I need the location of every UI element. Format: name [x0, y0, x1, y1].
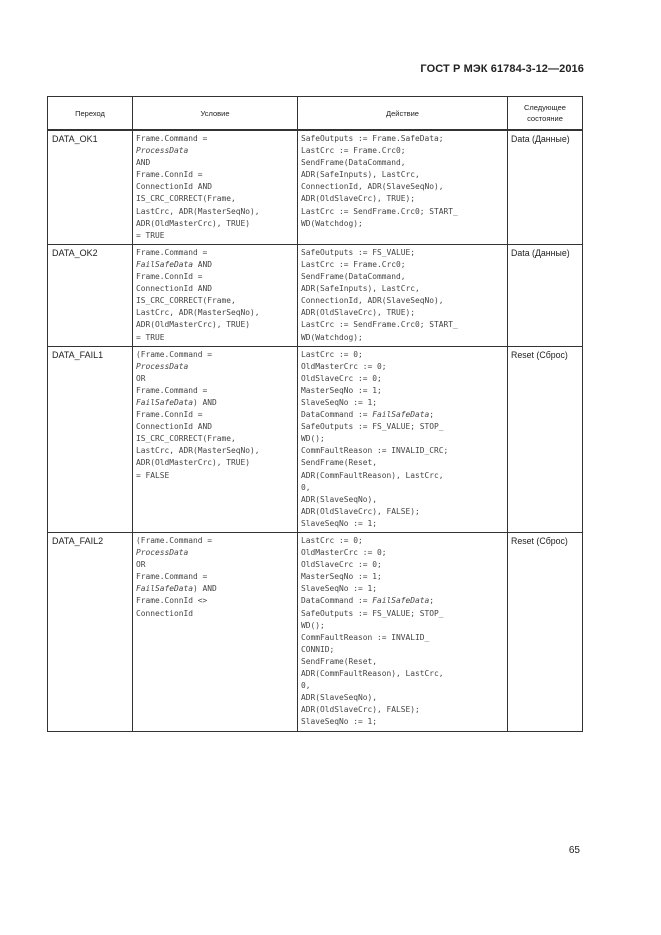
column-header-next-state: Следующее состояние [508, 97, 583, 131]
condition-line: Frame.Command = [136, 572, 208, 582]
action-line: ADR(OldSlaveCrc), TRUE); [301, 308, 416, 318]
action-line: ADR(SafeInputs), LastCrc, [301, 170, 420, 180]
action-line: SlaveSeqNo := 1; [301, 518, 378, 528]
action-line: OldMasterCrc := 0; [301, 361, 387, 371]
condition-line: LastCrc, ADR(MasterSeqNo), [136, 206, 260, 216]
condition-line: ADR(OldMasterCrc), TRUE) [136, 320, 251, 330]
action-line: OldMasterCrc := 0; [301, 548, 387, 558]
table-row [48, 244, 583, 346]
condition-line: Frame.ConnId = [136, 410, 203, 420]
action-line: ADR(CommFaultReason), LastCrc, [301, 470, 444, 480]
condition-line: = TRUE [136, 332, 165, 342]
table-header-row [48, 97, 583, 131]
column-header-transition: Переход [48, 97, 133, 131]
next-state-cell: Reset (Сброс) [508, 533, 583, 732]
action-line: SlaveSeqNo := 1; [301, 397, 378, 407]
condition-line: Frame.Command = [136, 134, 208, 143]
action-line: 0, [301, 681, 311, 691]
action-line: ADR(CommFaultReason), LastCrc, [301, 669, 444, 679]
action-line: ADR(OldSlaveCrc), TRUE); [301, 194, 416, 204]
action-line: SendFrame(DataCommand, [301, 272, 406, 282]
action-cell [298, 346, 508, 532]
action-line: SlaveSeqNo := 1; [301, 717, 378, 727]
condition-line: ProcessData [136, 361, 189, 371]
action-line: 0, [301, 482, 311, 492]
condition-line: AND [136, 158, 151, 168]
action-line: LastCrc := SendFrame.Crc0; START_ [301, 320, 458, 330]
condition-line: ADR(OldMasterCrc), TRUE) [136, 458, 251, 468]
next-state-cell: Data (Данные) [508, 130, 583, 244]
action-line: WD(Watchdog); [301, 218, 363, 228]
action-line: SafeOutputs := FS_VALUE; STOP_ [301, 422, 444, 432]
column-header-condition: Условие [133, 97, 298, 131]
action-line: DataCommand := FailSafeData; [301, 596, 435, 606]
action-line: OldSlaveCrc := 0; [301, 373, 382, 383]
action-line: OldSlaveCrc := 0; [301, 560, 382, 570]
action-line: WD(Watchdog); [301, 332, 363, 342]
action-line: LastCrc := 0; [301, 349, 363, 359]
condition-line: OR [136, 373, 146, 383]
table-row [48, 130, 583, 244]
condition-line: ConnectionId AND [136, 422, 213, 432]
condition-line: ProcessData [136, 146, 189, 156]
condition-line: FailSafeData) AND [136, 584, 217, 594]
condition-cell [133, 533, 298, 732]
condition-line: ADR(OldMasterCrc), TRUE) [136, 218, 251, 228]
condition-line: FailSafeData AND [136, 259, 213, 269]
action-line: CommFaultReason := INVALID_CRC; [301, 446, 449, 456]
condition-line: Frame.ConnId = [136, 272, 203, 282]
action-cell [298, 533, 508, 732]
condition-line: ConnectionId AND [136, 284, 213, 294]
action-line: LastCrc := SendFrame.Crc0; START_ [301, 206, 458, 216]
transition-cell: DATA_OK2 [48, 244, 133, 346]
action-line: SlaveSeqNo := 1; [301, 584, 378, 594]
condition-line: (Frame.Command = [136, 536, 213, 545]
action-line: LastCrc := 0; [301, 536, 363, 545]
action-line: SafeOutputs := Frame.SafeData; [301, 134, 444, 143]
action-line: WD(); [301, 434, 325, 444]
condition-line: ConnectionId [136, 608, 194, 618]
action-line: SendFrame(Reset, [301, 458, 378, 468]
state-transition-table [47, 96, 583, 732]
action-line: ADR(SlaveSeqNo), [301, 494, 378, 504]
condition-line: ProcessData [136, 548, 189, 558]
condition-line: Frame.Command = [136, 247, 208, 257]
action-line: ADR(SafeInputs), LastCrc, [301, 284, 420, 294]
action-line: MasterSeqNo := 1; [301, 385, 382, 395]
condition-cell [133, 244, 298, 346]
action-line: MasterSeqNo := 1; [301, 572, 382, 582]
action-line: LastCrc := Frame.Crc0; [301, 259, 406, 269]
condition-line: IS_CRC_CORRECT(Frame, [136, 194, 236, 204]
action-line: SendFrame(DataCommand, [301, 158, 406, 168]
condition-cell [133, 346, 298, 532]
action-line: SendFrame(Reset, [301, 656, 378, 666]
document-header: ГОСТ Р МЭК 61784-3-12—2016 [420, 63, 584, 75]
condition-line: LastCrc, ADR(MasterSeqNo), [136, 308, 260, 318]
transition-cell: DATA_FAIL2 [48, 533, 133, 732]
action-cell [298, 244, 508, 346]
table-row [48, 346, 583, 532]
action-line: ADR(OldSlaveCrc), FALSE); [301, 705, 420, 715]
action-line: SafeOutputs := FS_VALUE; [301, 247, 416, 257]
next-state-cell: Data (Данные) [508, 244, 583, 346]
action-line: ADR(OldSlaveCrc), FALSE); [301, 506, 420, 516]
condition-line: IS_CRC_CORRECT(Frame, [136, 434, 236, 444]
action-cell [298, 130, 508, 244]
action-line: CommFaultReason := INVALID_ [301, 632, 430, 642]
condition-line: LastCrc, ADR(MasterSeqNo), [136, 446, 260, 456]
action-line: WD(); [301, 620, 325, 630]
table-row [48, 533, 583, 732]
condition-line: = TRUE [136, 230, 165, 240]
action-line: ConnectionId, ADR(SlaveSeqNo), [301, 182, 444, 192]
condition-line: FailSafeData) AND [136, 397, 217, 407]
action-line: ConnectionId, ADR(SlaveSeqNo), [301, 296, 444, 306]
transition-cell: DATA_FAIL1 [48, 346, 133, 532]
condition-line: IS_CRC_CORRECT(Frame, [136, 296, 236, 306]
action-line: DataCommand := FailSafeData; [301, 410, 435, 420]
condition-line: = FALSE [136, 470, 170, 480]
action-line: LastCrc := Frame.Crc0; [301, 146, 406, 156]
condition-line: Frame.Command = [136, 385, 208, 395]
next-state-cell: Reset (Сброс) [508, 346, 583, 532]
transition-cell: DATA_OK1 [48, 130, 133, 244]
condition-line: ConnectionId AND [136, 182, 213, 192]
action-line: ADR(SlaveSeqNo), [301, 693, 378, 703]
column-header-action: Действие [298, 97, 508, 131]
page-number: 65 [568, 845, 580, 856]
condition-cell [133, 130, 298, 244]
condition-line: Frame.ConnId = [136, 170, 203, 180]
condition-line: (Frame.Command = [136, 349, 213, 359]
action-line: CONNID; [301, 644, 335, 654]
action-line: SafeOutputs := FS_VALUE; STOP_ [301, 608, 444, 618]
condition-line: OR [136, 560, 146, 570]
condition-line: Frame.ConnId <> [136, 596, 208, 606]
